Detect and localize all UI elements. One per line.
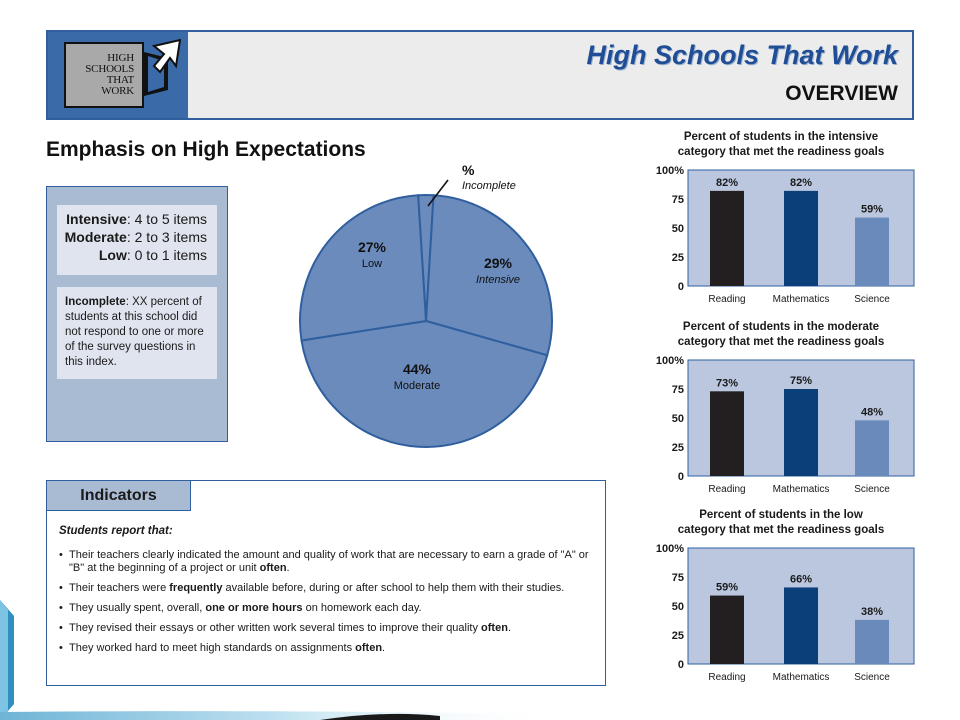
pie-label-name-low: Low	[361, 258, 383, 270]
logo-text-line: THAT	[106, 74, 134, 86]
logo-text-line: WORK	[101, 85, 134, 97]
chart-title: Percent of students in the moderate category that met the readiness goals	[677, 321, 885, 348]
bar-value-label: 75%	[789, 375, 813, 387]
bar-chart-moderate	[636, 352, 926, 504]
chart-moderate	[636, 320, 926, 510]
levels-legend	[57, 205, 217, 275]
bar-value-label: 73%	[715, 377, 739, 390]
y-tick-label: 25	[671, 630, 684, 642]
y-tick-label: 0	[677, 281, 684, 293]
chart-title: Percent of students in the intensive category that met the readiness goals	[677, 131, 885, 158]
level-intensive: Intensive: 4 to 5 items	[66, 211, 207, 227]
pie-label-name-intensive: Intensive	[475, 274, 521, 286]
logo-text-line: HIGH	[107, 52, 134, 64]
y-tick-label: 100%	[655, 543, 684, 555]
y-tick-label: 50	[671, 601, 684, 613]
y-tick-label: 50	[671, 223, 684, 235]
y-tick-label: 75	[671, 384, 684, 396]
pie-incomplete-callout	[420, 158, 530, 228]
bar-value-label: 59%	[860, 203, 884, 216]
section-title: Emphasis on High Expectations	[46, 138, 366, 161]
bar-chart-intensive	[636, 162, 926, 314]
page-subtitle: OVERVIEW	[785, 82, 898, 105]
indicator-item: • They usually spent, overall, one or more hours on homework each day.	[59, 602, 599, 615]
slide-decoration	[0, 600, 960, 720]
y-tick-label: 75	[671, 572, 684, 584]
page-title: High Schools That Work	[586, 40, 898, 70]
y-tick-label: 0	[677, 659, 684, 671]
chart-intensive	[636, 130, 926, 320]
indicator-item: • Their teachers were frequently available before, during or after school to help them with their studies.	[59, 582, 599, 595]
pie-label-name-incomplete: Incomplete	[462, 180, 516, 192]
indicators-intro: Students report that:	[59, 525, 173, 537]
pie-label-name-moderate: Moderate	[393, 380, 441, 392]
indicators-tab: Indicators	[47, 481, 191, 511]
y-tick-label: 50	[671, 413, 684, 425]
bar-value-label: 66%	[789, 573, 813, 586]
expectations-pie-chart	[296, 190, 576, 452]
y-tick-label: 75	[671, 194, 684, 206]
y-tick-label: 25	[671, 252, 684, 264]
door-arrow-icon	[140, 38, 188, 98]
pie-label-pct-intensive: 29%	[483, 255, 513, 271]
y-tick-label: 25	[671, 442, 684, 454]
bar-value-label: 48%	[860, 406, 884, 419]
levels-panel	[46, 186, 228, 442]
bar-reading	[710, 391, 744, 476]
bar-value-label: 59%	[715, 581, 739, 594]
level-moderate: Moderate: 2 to 3 items	[64, 229, 207, 245]
bar-value-label: 38%	[860, 605, 884, 618]
header-banner	[46, 30, 914, 120]
indicator-item: • They worked hard to meet high standards on assignments often.	[59, 642, 599, 655]
x-category-label: Mathematics	[772, 484, 830, 495]
x-category-label: Science	[854, 484, 890, 495]
bar-science	[855, 420, 889, 476]
x-category-label: Mathematics	[772, 294, 830, 305]
bar-mathematics	[784, 389, 818, 476]
x-category-label: Reading	[708, 294, 746, 305]
logo-text-line: SCHOOLS	[85, 63, 134, 75]
pie-label-pct-incomplete: %	[462, 162, 475, 178]
y-tick-label: 0	[677, 471, 684, 483]
x-category-label: Science	[854, 294, 890, 305]
x-category-label: Science	[854, 672, 890, 683]
x-category-label: Reading	[708, 672, 746, 683]
level-low: Low: 0 to 1 items	[98, 247, 207, 263]
y-tick-label: 100%	[655, 355, 684, 367]
bar-science	[855, 218, 889, 286]
bar-value-label: 82%	[789, 176, 813, 189]
logo	[64, 42, 144, 108]
bar-reading	[710, 191, 744, 286]
bar-mathematics	[784, 191, 818, 286]
indicator-item: • Their teachers clearly indicated the amount and quality of work that are necessary to earn a grade of "A" or "B" at the beginning of a project or unit often.	[59, 549, 599, 575]
pie-label-pct-moderate: 44%	[402, 361, 432, 377]
incomplete-text: Incomplete: XX percent of students at this school did not respond to one or more of the survey questions in this index.	[65, 296, 204, 368]
indicator-item: • They revised their essays or other written work several times to improve their quality often.	[59, 622, 599, 635]
bar-value-label: 82%	[715, 176, 739, 189]
incomplete-note	[57, 287, 217, 379]
y-tick-label: 100%	[655, 165, 684, 177]
logo-text	[66, 53, 134, 97]
callout-leader-line	[428, 180, 448, 206]
chart-title: Percent of students in the low category that met the readiness goals	[677, 509, 885, 536]
logo-block	[48, 32, 188, 118]
x-category-label: Mathematics	[772, 672, 830, 683]
pie-label-pct-low: 27%	[357, 239, 387, 255]
x-category-label: Reading	[708, 484, 746, 495]
